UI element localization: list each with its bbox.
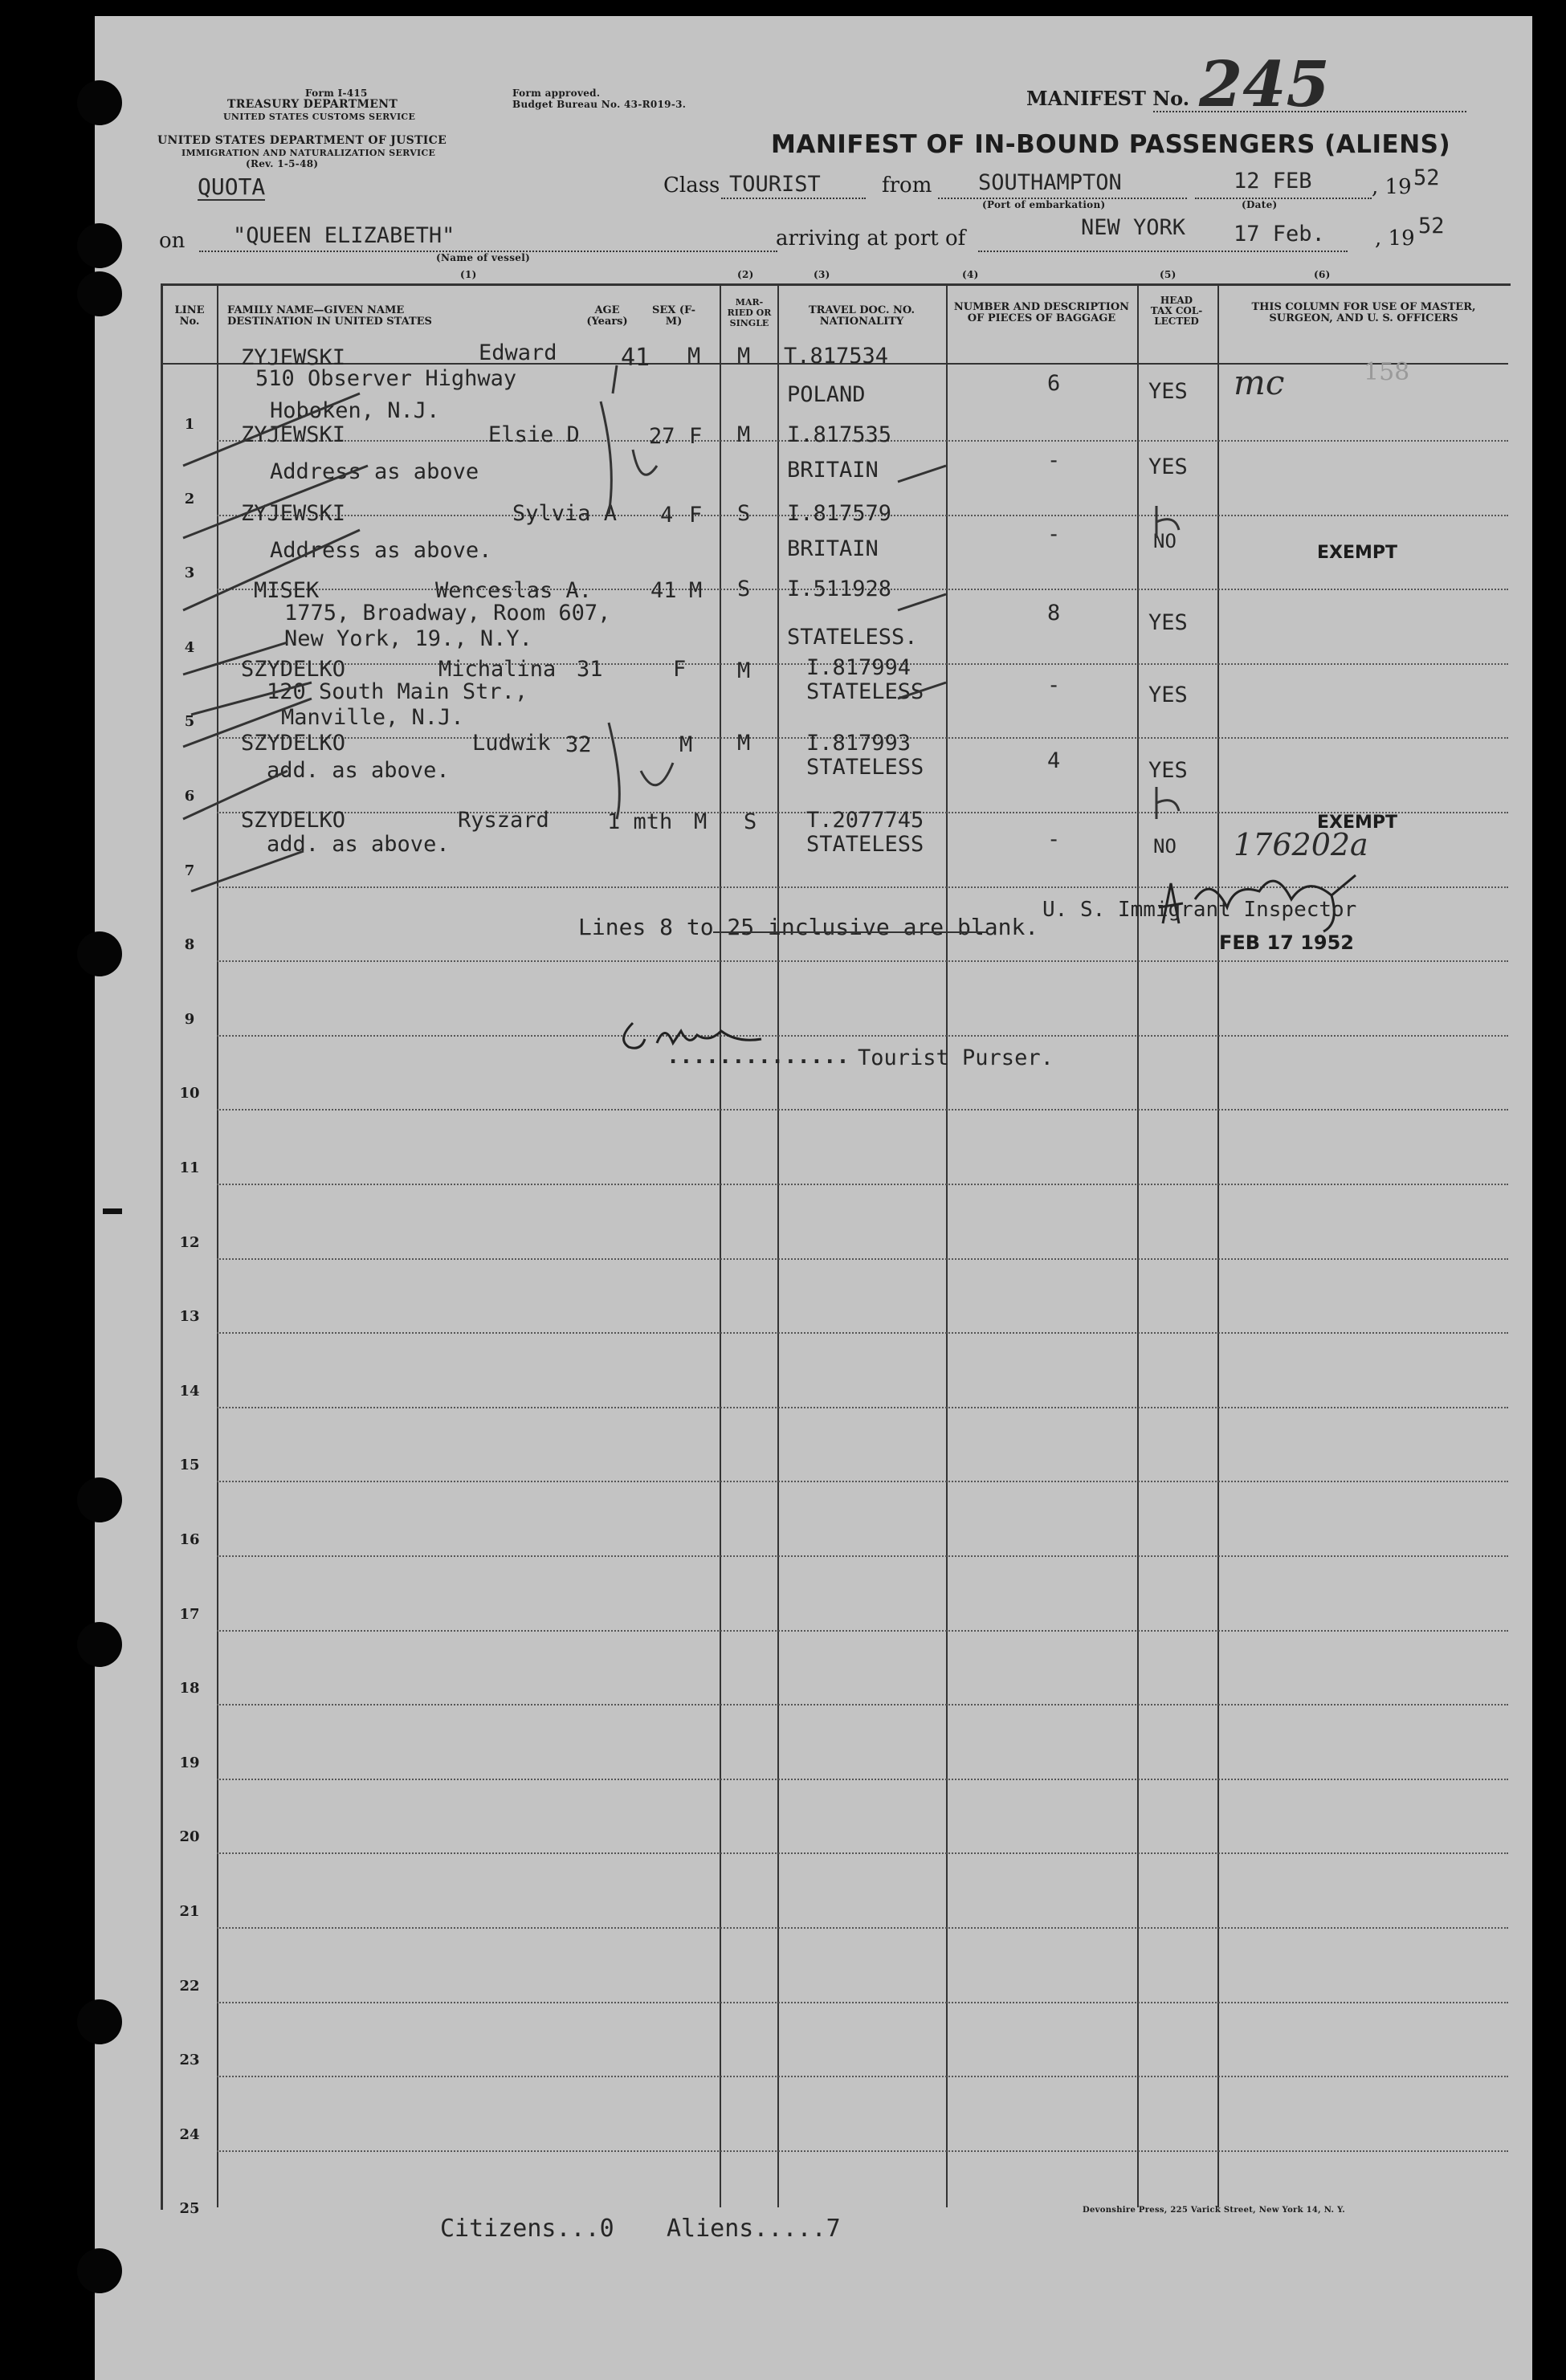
header-age: AGE (Years) <box>586 304 628 328</box>
purser-title: Tourist Purser. <box>858 1045 1054 1070</box>
officer-note: mc <box>1234 363 1285 402</box>
manifest-label: MANIFEST No. <box>1026 87 1190 110</box>
line-number: 6 <box>184 788 195 805</box>
aliens-count: Aliens.....7 <box>667 2215 841 2243</box>
passenger-address: add. as above. <box>267 832 450 857</box>
inspector-signature <box>1139 851 1476 939</box>
header-travel-doc: TRAVEL DOC. NO. NATIONALITY <box>808 304 916 328</box>
nationality: POLAND <box>787 382 866 407</box>
row-separator <box>217 1555 1508 1557</box>
travel-doc-no: T.817534 <box>784 344 889 369</box>
header-sex: SEX (F-M) <box>651 304 696 328</box>
passenger-age: 31 <box>577 657 603 682</box>
head-tax: YES <box>1148 758 1188 783</box>
travel-doc-no: I.817993 <box>806 731 911 756</box>
passenger-marital: M <box>737 731 751 756</box>
side-number: 158 <box>1364 358 1410 386</box>
line-number: 18 <box>179 1680 200 1697</box>
row-separator <box>217 1481 1508 1482</box>
passenger-age: 1 mth <box>607 809 673 834</box>
passenger-family-name: MISEK <box>254 578 320 603</box>
vessel-name: "QUEEN ELIZABETH" <box>233 223 455 248</box>
row-separator <box>217 1779 1508 1780</box>
citizens-count: Citizens...0 <box>440 2215 614 2243</box>
baggage-count: - <box>1047 673 1061 698</box>
row-separator <box>217 1184 1508 1185</box>
scratch-mark <box>103 1208 122 1214</box>
row-separator <box>217 1630 1508 1632</box>
travel-doc-no: I.511928 <box>787 577 892 601</box>
line-number: 16 <box>179 1531 200 1548</box>
line-number: 13 <box>179 1308 200 1326</box>
departure-year-prefix: , 19 <box>1372 175 1412 199</box>
passenger-marital: S <box>737 577 751 601</box>
row-separator <box>217 1332 1508 1334</box>
customs-service: UNITED STATES CUSTOMS SERVICE <box>223 112 416 122</box>
manifest-sheet <box>95 16 1532 2380</box>
passenger-marital: M <box>737 344 751 369</box>
passenger-sex: F <box>673 657 687 682</box>
passenger-given-name: Elsie D <box>488 422 580 447</box>
line-number: 11 <box>179 1159 200 1176</box>
quota-stamp: QUOTA <box>198 173 266 200</box>
column-number: (5) <box>1160 269 1177 280</box>
punch-hole <box>77 2248 122 2293</box>
passenger-marital: M <box>737 658 751 683</box>
passenger-family-name: ZYJEWSKI <box>241 501 346 526</box>
port-embarkation-caption: (Port of embarkation) <box>982 199 1106 210</box>
passenger-address: Address as above. <box>270 538 492 563</box>
form-approved: Form approved. <box>512 88 601 99</box>
on-label: on <box>159 229 186 253</box>
head-tax: NO <box>1153 530 1177 552</box>
arrival-year: 52 <box>1418 214 1445 238</box>
arrival-day: 17 Feb. <box>1234 222 1325 247</box>
inspector-title: U. S. Immigrant Inspector <box>1042 898 1357 922</box>
header-line-no: LINE No. <box>174 304 205 328</box>
arriving-label: arriving at port of <box>776 226 966 251</box>
passenger-given-name: Ludwik <box>472 731 551 756</box>
line-number: 23 <box>179 2052 200 2069</box>
line-number: 3 <box>184 564 195 582</box>
passenger-age: 4 <box>660 503 674 528</box>
line-number: 17 <box>179 1605 200 1623</box>
form-number: Form I-415 <box>305 88 368 99</box>
head-tax: YES <box>1148 379 1188 404</box>
passenger-given-name: Wenceslas A. <box>435 578 593 603</box>
passenger-address: Manville, N.J. <box>281 705 464 730</box>
header-baggage: NUMBER AND DESCRIPTION OF PIECES OF BAGGAGE <box>953 301 1130 324</box>
nationality: BRITAIN <box>787 458 879 483</box>
line-number: 20 <box>179 1828 200 1846</box>
header-name: FAMILY NAME—GIVEN NAME DESTINATION IN UNITED STATES <box>227 304 432 328</box>
arrival-port: NEW YORK <box>1081 215 1186 240</box>
passenger-address: 510 Observer Highway <box>255 366 517 391</box>
head-tax: YES <box>1148 683 1188 707</box>
port-of-embarkation: SOUTHAMPTON <box>978 170 1122 195</box>
punch-hole <box>77 1477 122 1522</box>
line-number: 2 <box>184 490 195 507</box>
column-number: (1) <box>460 269 477 280</box>
baggage-count: 6 <box>1047 371 1061 396</box>
passenger-marital: M <box>737 422 751 447</box>
inspector-date-stamp: FEB 17 1952 <box>1219 931 1354 954</box>
column-number: (2) <box>737 269 754 280</box>
column-number: (4) <box>962 269 979 280</box>
passenger-sex: M <box>679 732 693 757</box>
passenger-sex: F <box>689 503 703 528</box>
punch-hole <box>77 1622 122 1667</box>
column-number: (6) <box>1314 269 1331 280</box>
baggage-count: - <box>1047 522 1061 547</box>
travel-doc-no: I.817994 <box>806 655 911 680</box>
passenger-address: Address as above <box>270 459 479 484</box>
passenger-family-name: SZYDELKO <box>241 657 346 682</box>
travel-doc-no: I.817579 <box>787 501 892 526</box>
head-tax: YES <box>1148 454 1188 479</box>
passenger-address: New York, 19., N.Y. <box>284 626 532 651</box>
row-separator <box>217 1852 1508 1854</box>
exempt-stamp: EXEMPT <box>1317 813 1398 833</box>
line-number: 1 <box>184 416 195 433</box>
passenger-address: 1775, Broadway, Room 607, <box>284 601 611 626</box>
row-separator <box>217 1258 1508 1260</box>
passenger-given-name: Ryszard <box>458 808 549 833</box>
passenger-family-name: ZYJEWSKI <box>241 422 346 447</box>
passenger-age: 41 <box>621 344 650 372</box>
travel-doc-no: I.817535 <box>787 422 892 447</box>
revision: (Rev. 1-5-48) <box>246 158 319 169</box>
column-number: (3) <box>814 269 830 280</box>
treasury-dept: TREASURY DEPARTMENT <box>227 98 398 111</box>
nationality: STATELESS <box>806 679 924 704</box>
passenger-address: add. as above. <box>267 758 450 783</box>
line-number: 4 <box>184 638 195 656</box>
passenger-marital: S <box>744 809 757 834</box>
line-number: 22 <box>179 1977 200 1995</box>
departure-year: 52 <box>1413 165 1440 190</box>
nationality: BRITAIN <box>787 536 879 561</box>
baggage-count: - <box>1047 827 1061 852</box>
blank-lines-note: Lines 8 to 25 inclusive are blank. <box>578 914 1039 940</box>
nationality: STATELESS <box>806 755 924 780</box>
row-separator <box>217 2002 1508 2003</box>
baggage-count: - <box>1047 448 1061 473</box>
header-officers: THIS COLUMN FOR USE OF MASTER, SURGEON, AND U. S. OFFICERS <box>1251 301 1476 324</box>
header-married: MAR- RIED OR SINGLE <box>727 297 772 328</box>
passenger-sex: M <box>687 344 701 369</box>
passenger-family-name: SZYDELKO <box>241 731 346 756</box>
nationality: STATELESS <box>806 832 924 857</box>
passenger-sex: M <box>689 578 703 603</box>
row-separator <box>217 1704 1508 1706</box>
line-number: 8 <box>184 936 195 954</box>
line-number: 14 <box>179 1382 200 1400</box>
line-number: 24 <box>179 2125 200 2143</box>
head-tax: NO <box>1153 835 1177 858</box>
passenger-sex: F <box>689 424 703 449</box>
immigration-service: IMMIGRATION AND NATURALIZATION SERVICE <box>181 148 436 158</box>
vessel-caption: (Name of vessel) <box>436 252 531 263</box>
line-number: 9 <box>184 1010 195 1028</box>
passenger-given-name: Sylvia A <box>512 501 618 526</box>
passenger-given-name: Edward <box>479 340 557 365</box>
date-caption: (Date) <box>1242 199 1278 210</box>
passenger-family-name: ZYJEWSKI <box>241 345 346 370</box>
header-head-tax: HEAD TAX COL- LECTED <box>1150 295 1203 327</box>
printer-imprint: Devonshire Press, 225 Varick Street, New York 14, N. Y. <box>1083 2206 1346 2215</box>
handwritten-number: 176202a <box>1234 827 1368 862</box>
budget-bureau: Budget Bureau No. 43-R019-3. <box>512 99 687 110</box>
passenger-age: 41 <box>650 578 677 603</box>
arrival-year-prefix: , 19 <box>1375 226 1415 251</box>
passenger-address: Hoboken, N.J. <box>270 398 440 423</box>
row-separator <box>217 2076 1508 2077</box>
passenger-marital: S <box>737 501 751 526</box>
line-number: 21 <box>179 1903 200 1920</box>
row-separator <box>217 2150 1508 2152</box>
class-value: TOURIST <box>729 172 821 197</box>
strikethrough <box>713 931 986 933</box>
passenger-age: 27 <box>649 424 675 449</box>
manifest-number: 245 <box>1199 48 1330 121</box>
line-number: 7 <box>184 862 195 879</box>
row-separator <box>217 1927 1508 1929</box>
purser-dots: .............. <box>667 1044 850 1069</box>
check-marks <box>95 16 1532 980</box>
head-tax: YES <box>1148 610 1188 635</box>
line-number: 12 <box>179 1233 200 1251</box>
passenger-sex: M <box>694 809 708 834</box>
line-number: 25 <box>179 2200 200 2218</box>
from-label: from <box>882 173 932 198</box>
passenger-given-name: Michalina <box>438 657 557 682</box>
baggage-count: 4 <box>1047 748 1061 773</box>
line-number: 5 <box>184 713 195 731</box>
punch-hole <box>77 1999 122 2044</box>
departure-day: 12 FEB <box>1234 169 1312 194</box>
travel-doc-no: T.2077745 <box>806 808 924 833</box>
nationality: STATELESS. <box>787 625 918 650</box>
class-label: Class <box>663 173 720 198</box>
row-separator <box>217 1035 1508 1037</box>
passenger-address: 120 South Main Str., <box>267 679 528 704</box>
manifest-title: MANIFEST OF IN-BOUND PASSENGERS (ALIENS) <box>771 130 1451 159</box>
line-number: 19 <box>179 1754 200 1771</box>
justice-dept: UNITED STATES DEPARTMENT OF JUSTICE <box>157 134 447 147</box>
line-number: 15 <box>179 1457 200 1474</box>
line-number: 10 <box>179 1085 200 1102</box>
passenger-age: 32 <box>565 732 592 757</box>
row-separator <box>217 1109 1508 1111</box>
passenger-family-name: SZYDELKO <box>241 808 346 833</box>
exempt-stamp: EXEMPT <box>1317 543 1398 563</box>
row-separator <box>217 1407 1508 1408</box>
baggage-count: 8 <box>1047 601 1061 626</box>
